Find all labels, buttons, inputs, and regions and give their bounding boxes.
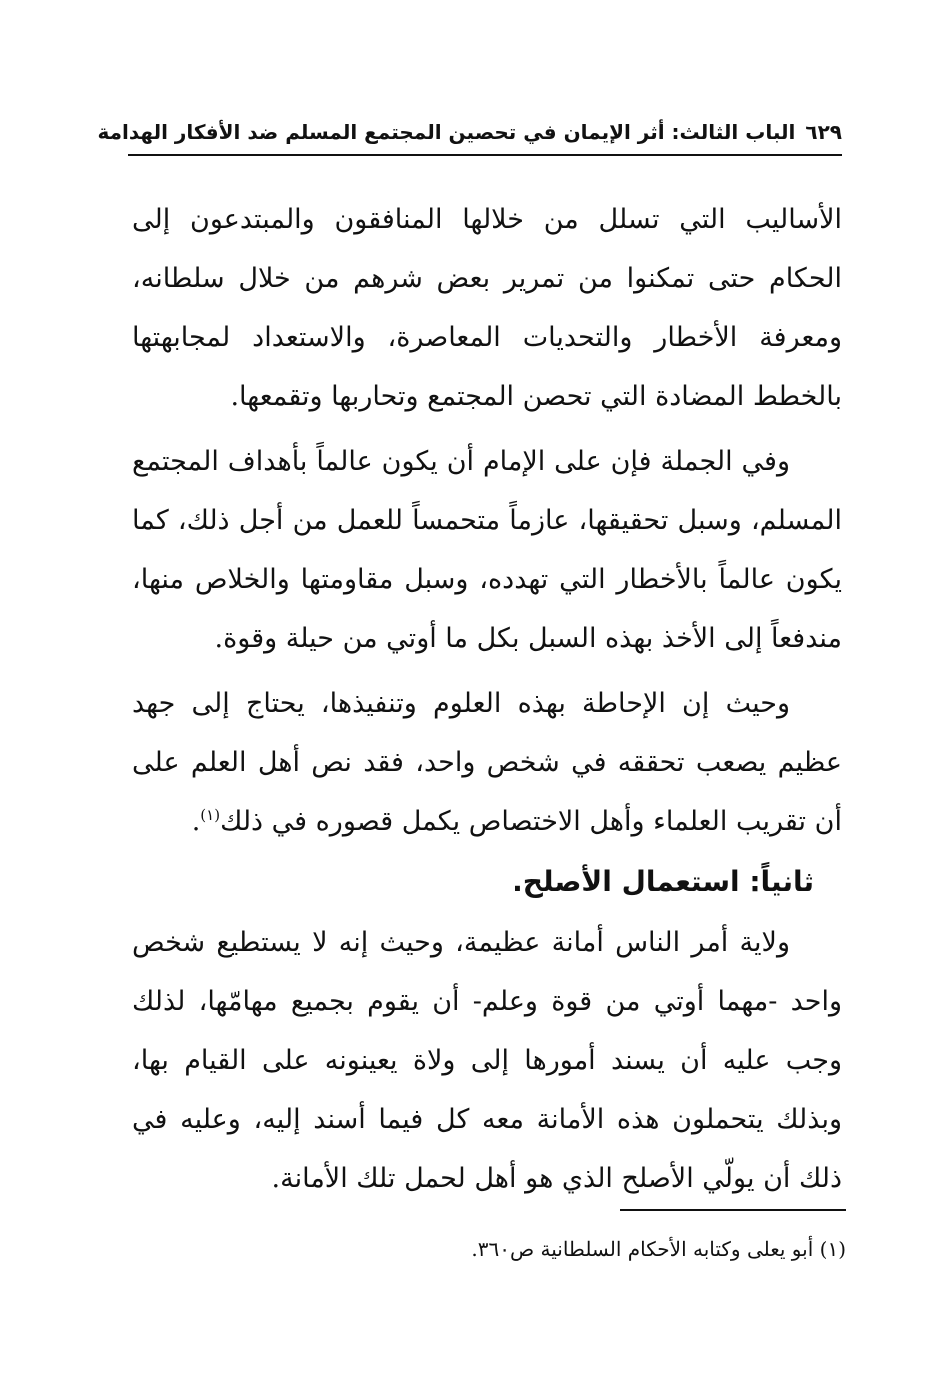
paragraph-1: الأساليب التي تسلل من خلالها المنافقون والمبتدعون إلى الحكام حتى تمكنوا من تمرير بعض شرهم من خلال سلطانه، ومعرفة الأخطار والتحديات المعاصرة، والاستعداد لمجابهتها بالخطط المضادة التي تحصن المجتمع وتحاربها وتقمعها. [132, 204, 842, 412]
paragraph-3-end: . [191, 806, 201, 837]
paragraph-3 [132, 674, 842, 851]
footnote-divider [620, 1209, 846, 1211]
paragraph-3-text: وحيث إن الإحاطة بهذه العلوم وتنفيذها، يحتاج إلى جهد عظيم يصعب تحققه في شخص واحد، فقد نص أهل العلم على أن تقريب العلماء وأهل الاختصاص يكمل قصوره في ذلك [132, 688, 842, 837]
header-divider [128, 154, 842, 156]
footnote-reference[interactable]: (١) [200, 806, 221, 824]
paragraph-2: وفي الجملة فإن على الإمام أن يكون عالماً بأهداف المجتمع المسلم، وسبل تحقيقها، عازماً متحمساً للعمل من أجل ذلك، كما يكون عالماً بالأخطار التي تهدده، وسبل مقاومتها والخلاص منها، مندفعاً إلى الأخذ بهذه السبل بكل ما أوتي من حيلة وقوة. [132, 446, 842, 654]
paragraph-4: ولاية أمر الناس أمانة عظيمة، وحيث إنه لا يستطيع شخص واحد -مهما أوتي من قوة وعلم- أن يقوم بجميع مهامّها، لذلك وجب عليه أن يسند أمورها إلى ولاة يعينونه على القيام بها، وبذلك يتحملون هذه الأمانة معه كل فيما أسند إليه، وعليه في ذلك أن يولّي الأصلح الذي هو أهل لحمل تلك الأمانة. [132, 927, 842, 1194]
chapter-title: الباب الثالث: أثر الإيمان في تحصين المجتمع المسلم ضد الأفكار الهدامة [97, 120, 796, 144]
running-header [97, 110, 842, 154]
section-subheading: ثانياً: استعمال الأصلح. [512, 865, 814, 898]
footnote-text: (١) أبو يعلى وكتابه الأحكام السلطانية ص٣٦٠. [471, 1237, 846, 1261]
page-number: ٦٢٩ [805, 120, 842, 144]
main-text [132, 190, 842, 1208]
